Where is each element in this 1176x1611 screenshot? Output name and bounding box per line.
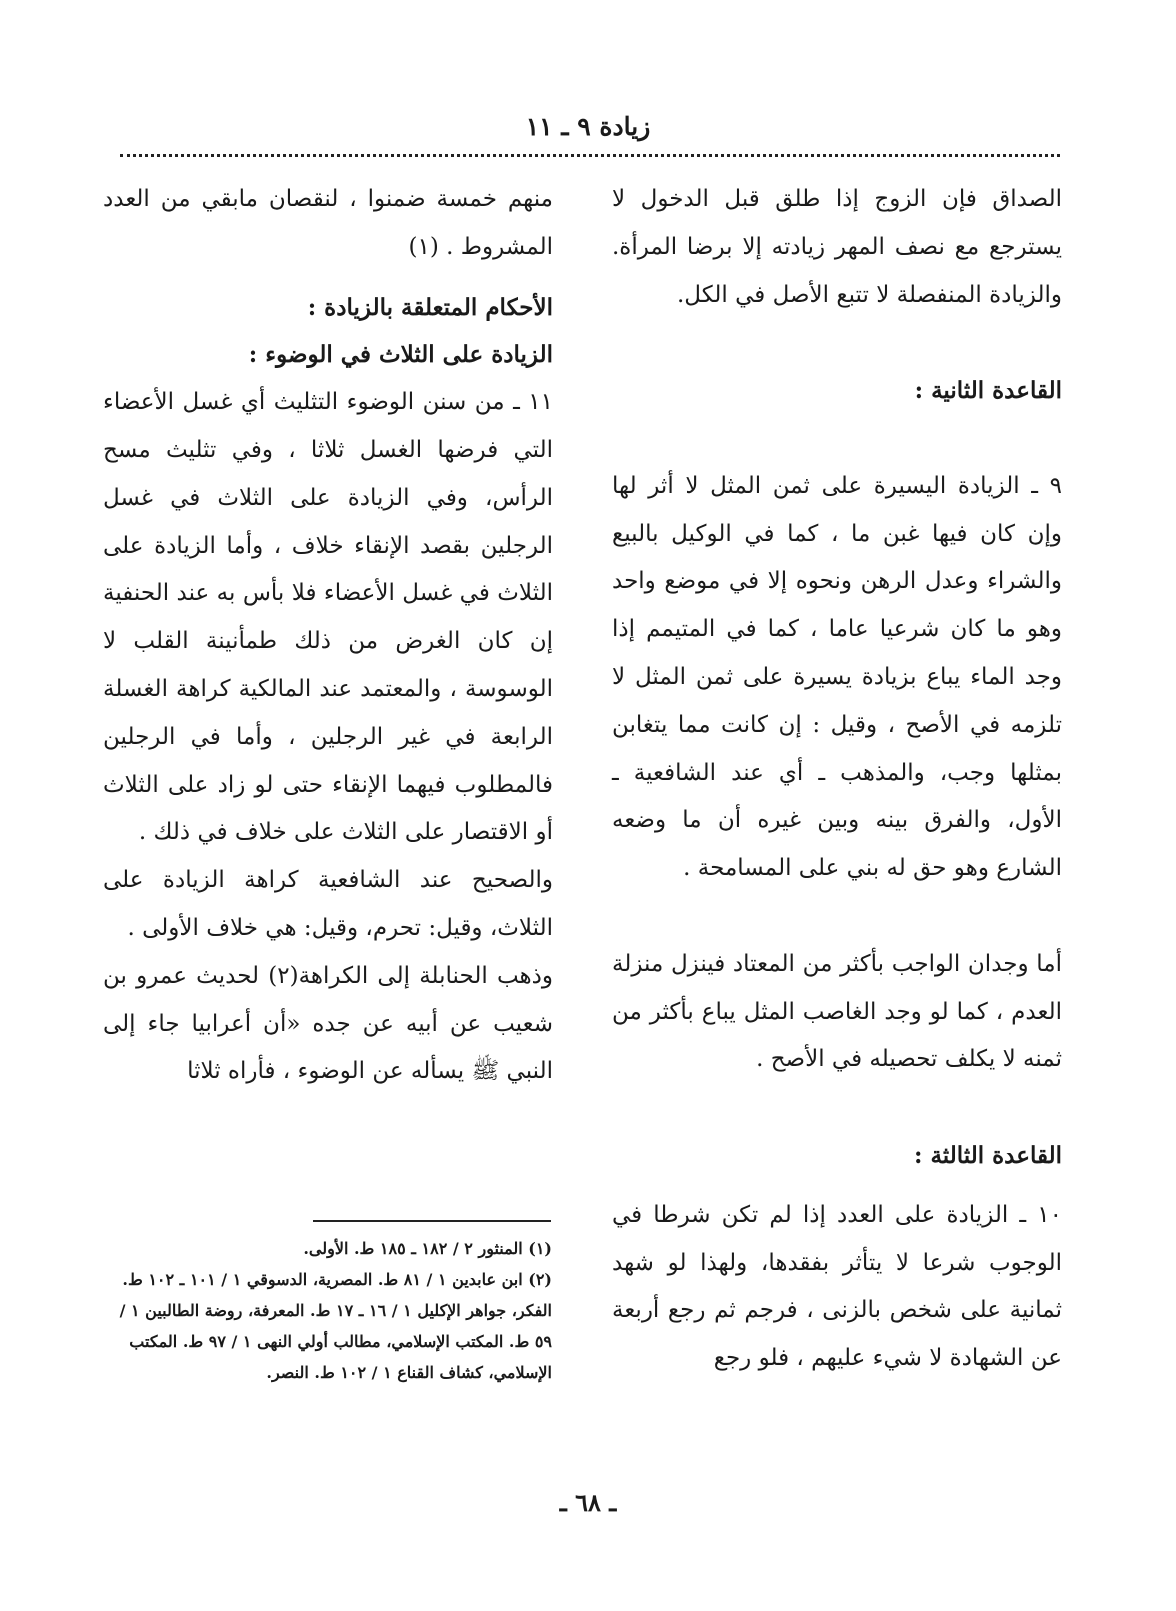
spacer: [612, 415, 1062, 463]
page-number: ـ ٦٨ ـ: [559, 1488, 617, 1517]
paragraph-excess-price: أما وجدان الواجب بأكثر من المعتاد فينزل منزلة العدم ، كما لو وجد الغاصب المثل يباع بأكثر من ثمنه لا يكلف تحصيله في الأصح .: [612, 950, 1062, 1073]
header-dotted-rule: [120, 154, 1060, 157]
spacer: [612, 319, 1062, 367]
footnotes: [112, 1233, 552, 1388]
paragraph-shafii: والصحيح عند الشافعية كراهة الزيادة على الثلاث، وقيل: تحرم، وقيل: هي خلاف الأولى .: [103, 867, 553, 941]
paragraph-hanabila: وذهب الحنابلة إلى الكراهة(٢) لحديث عمرو بن شعيب عن أبيه عن جده «أن أعرابيا جاء إلى النبي ﷺ يسأله عن الوضوء ، فأراه ثلاثا: [103, 962, 554, 1085]
spacer: [612, 1084, 1062, 1132]
heading-wudu: الزيادة على الثلاث في الوضوء :: [248, 341, 553, 369]
paragraph-rule-9: ٩ ـ الزيادة اليسيرة على ثمن المثل لا أثر لها وإن كان فيها غبن ما ، كما في الوكيل بالبيع والشراء وعدل الرهن ونحوه إلا في موضع واحد وهو ما كان شرعيا عاما ، كما في المتيمم إذا وجد الماء يباع بزيادة يسيرة على ثمن المثل لا تلزمه في الأصح ، وقيل : إن كانت مما يتغابن بمثلها وجب، والمذهب ـ أي عند الشافعية ـ الأول، والفرق بينه وبين غيره أن ما وضعه الشارع وهو حق له بني على المسامحة .: [612, 472, 1062, 882]
footnote-1: (١) المنثور ٢ / ١٨٢ ـ ١٨٥ ط. الأولى.: [303, 1239, 552, 1258]
paragraph-continuation: منهم خمسة ضمنوا ، لنقصان مابقي من العدد المشروط . (١): [103, 186, 553, 260]
heading-second-rule: القاعدة الثانية :: [914, 377, 1062, 405]
spacer: [103, 272, 553, 284]
running-header-title: زيادة ٩ ـ ١١: [525, 112, 651, 141]
paragraph-rule-11: ١١ ـ من سنن الوضوء التثليث أي غسل الأعضاء التي فرضها الغسل ثلاثا ، وفي تثليث مسح الرأس، وفي الزيادة على الثلاث في غسل الرجلين بقصد الإنقاء خلاف ، وأما الزيادة على الثلاث في غسل الأعضاء فلا بأس به عند الحنفية إن كان الغرض من ذلك طمأنينة القلب لا الوسوسة ، والمعتمد عند المالكية كراهة الغسلة الرابعة في غير الرجلين ، وأما في الرجلين فالمطلوب فيهما الإنقاء حتى لو زاد على الثلاث أو الاقتصار على الثلاث على خلاف في ذلك .: [103, 389, 553, 846]
left-column: [103, 176, 553, 1096]
heading-rulings: الأحكام المتعلقة بالزيادة :: [307, 293, 553, 321]
heading-third-rule: القاعدة الثالثة :: [913, 1141, 1062, 1169]
paragraph-rule-10: ١٠ ـ الزيادة على العدد إذا لم تكن شرطا في الوجوب شرعا لا يتأثر بفقدها، ولهذا لو شهد ثمانية على شخص بالزنى ، فرجم ثم رجع أربعة عن الشهادة لا شيء عليهم ، فلو رجع: [612, 1201, 1062, 1372]
spacer: [612, 1180, 1062, 1192]
paragraph-sadaq: الصداق فإن الزوج إذا طلق قبل الدخول لا يسترجع مع نصف المهر زيادته إلا برضا المرأة. والزيادة المنفصلة لا تتبع الأصل في الكل.: [612, 186, 1062, 308]
footnote-2: (٢) ابن عابدين ١ / ٨١ ط. المصرية، الدسوقي ١ / ١٠١ ـ ١٠٢ ط. الفكر، جواهر الإكليل ١ / ١٦ ـ ١٧ ط. المعرفة، روضة الطالبين ١ / ٥٩ ط. المكتب الإسلامي، مطالب أولي النهى ١ / ٩٧ ط. المكتب الإسلامي، كشاف القناع ١ / ١٠٢ ط. النصر.: [119, 1270, 552, 1382]
right-column: [612, 176, 1062, 1383]
footnote-separator: [313, 1220, 551, 1222]
spacer: [612, 893, 1062, 941]
